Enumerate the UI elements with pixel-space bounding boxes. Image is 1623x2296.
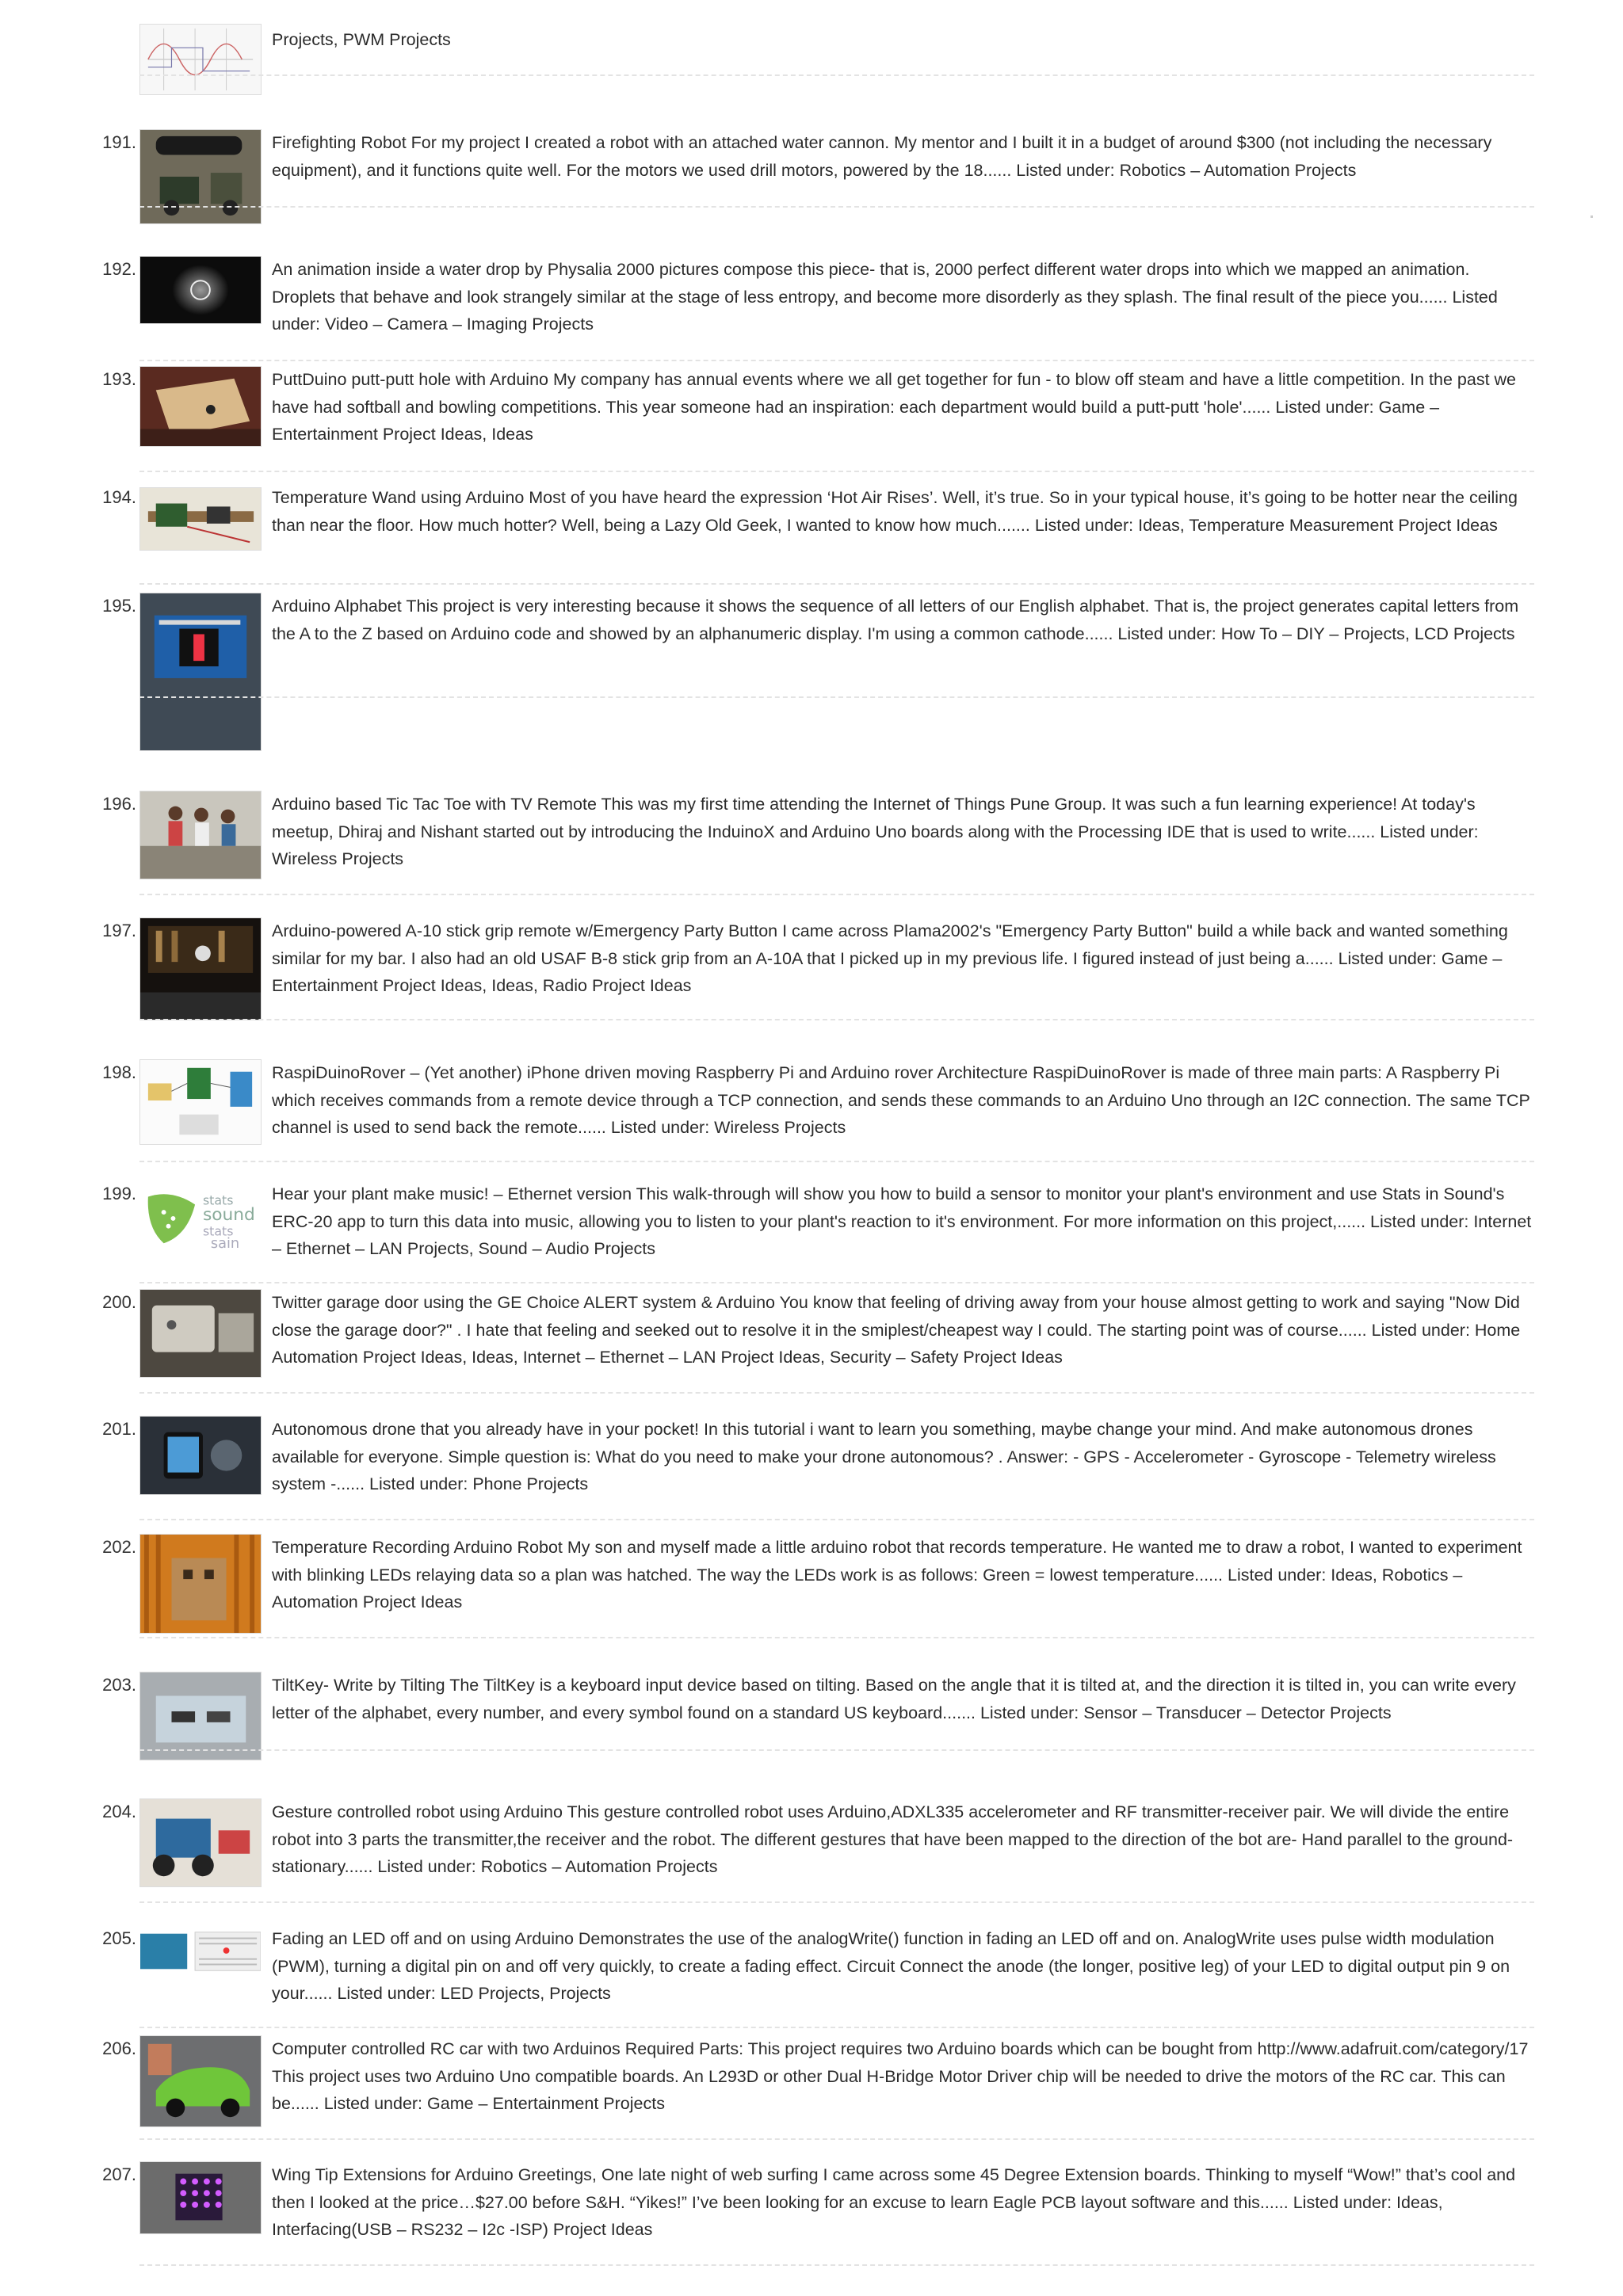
separator	[139, 696, 1534, 698]
project-thumbnail[interactable]	[139, 256, 262, 324]
project-description[interactable]: PuttDuino putt-putt hole with Arduino My company has annual events where we all get together for fun - to blow off steam and have a little competition. In the past we have had softball and bowling competitions. This year someone had an inspiration: each department would build a putt-putt 'hole'...... Listed under: Game – Entertainment Project Ideas, Ideas	[272, 370, 1517, 444]
scroll-mark	[1591, 215, 1593, 218]
project-description[interactable]: Hear your plant make music! – Ethernet version This walk-through will show you how to build a sensor to monitor your plant's environment and use Stats in Sound's ERC-20 app to turn this data into music, allowing you to listen to your plant's reaction to it's environment. For more information on this project,...... Listed under: Internet – Ethernet – LAN Projects, Sound – Audio Projects	[272, 1184, 1532, 1258]
project-thumbnail[interactable]	[139, 1798, 262, 1887]
item-number: 193.	[102, 369, 136, 389]
project-thumbnail[interactable]	[139, 1059, 262, 1145]
item-number: 195.	[102, 596, 136, 616]
project-description[interactable]: Twitter garage door using the GE Choice ALERT system & Arduino You know that feeling of driving away from your house almost getting to work and saying "Now Did close the garage door?" . I hate that feeling and seeked out to resolve it in the smiplest/cheapest way I could. The starting point was of course...... Listed under: Home Automation Project Ideas, Ideas, Internet – Ethernet – LAN Project Ideas, Security – Safety Project Ideas	[272, 1293, 1521, 1367]
project-thumbnail[interactable]	[139, 129, 262, 224]
project-description[interactable]: RaspiDuinoRover – (Yet another) iPhone driven moving Raspberry Pi and Arduino rover Architecture RaspiDuinoRover is made of three main parts: A Raspberry Pi which receives commands from a remote device through a TCP connection, and sends these commands to an Arduino Uno through an I2C connection. The same TCP channel is used to send back the remote...... Listed under: Wireless Projects	[272, 1063, 1530, 1137]
separator	[139, 2138, 1534, 2140]
project-description[interactable]: Autonomous drone that you already have in your pocket! In this tutorial i want to learn you something, maybe change your mind. And make autonomous drones available for everyone. Simple question is: What do you need to make your drone autonomous? . Answer: - GPS - Accelerometer - Gyroscope - Telemetry wireless system -...... Listed under: Phone Projects	[272, 1420, 1496, 1493]
separator	[139, 583, 1534, 585]
project-description[interactable]: Gesture controlled robot using Arduino This gesture controlled robot uses Arduino,ADXL335 accelerometer and RF transmitter-receiver pair. We will divide the entire robot into 3 parts the transmitter,the receiver and the robot. The different gestures that have been mapped to the direction of the bot are- Hand parallel to the ground-stationary...... Listed under: Robotics – Automation Projects	[272, 1802, 1514, 1876]
separator	[139, 1519, 1534, 1520]
project-thumbnail[interactable]	[139, 487, 262, 551]
item-number: 206.	[102, 2039, 136, 2058]
project-thumbnail[interactable]	[139, 1180, 262, 1252]
project-thumbnail[interactable]	[139, 791, 262, 879]
project-thumbnail[interactable]	[139, 917, 262, 1020]
svg-text:sound: sound	[202, 1204, 255, 1225]
separator	[139, 1282, 1534, 1283]
project-description[interactable]: Fading an LED off and on using Arduino Demonstrates the use of the analogWrite() function in fading an LED off and on. AnalogWrite uses pulse width modulation (PWM), turning a digital pin on and off very quickly, to create a fading effect. Circuit Connect the anode (the longer, positive leg) of your LED to digital output pin 9 on your...... Listed under: LED Projects, Projects	[272, 1929, 1510, 2003]
separator	[139, 894, 1534, 895]
project-thumbnail[interactable]	[139, 366, 262, 447]
separator	[139, 1749, 1534, 1751]
project-description[interactable]: Arduino based Tic Tac Toe with TV Remote This was my first time attending the Internet of Things Pune Group. It was such a fun learning experience! At today's meetup, Dhiraj and Nishant started out by introducing the InduinoX and Arduino Uno boards along with the Processing IDE that is used to write...... Listed under: Wireless Projects	[272, 795, 1479, 868]
project-thumbnail[interactable]	[139, 593, 262, 751]
item-number: 204.	[102, 1802, 136, 1821]
item-number: 200.	[102, 1292, 136, 1312]
item-number: 201.	[102, 1419, 136, 1439]
project-thumbnail[interactable]	[139, 2035, 262, 2127]
project-description[interactable]: Wing Tip Extensions for Arduino Greetings, One late night of web surfing I came across some 45 Degree Extension boards. Thinking to myself “Wow!” that’s cool and then I looked at the price…$27.00 before S&H. “Yikes!” I’ve been looking for an excuse to learn Eagle PCB layout software and this...... Listed under: Ideas, Interfacing(USB – RS232 – I2c -ISP) Project Ideas	[272, 2165, 1516, 2239]
separator	[139, 1392, 1534, 1394]
project-description[interactable]: Computer controlled RC car with two Arduinos Required Parts: This project requires two Arduino boards which can be bought from http://www.adafruit.com/category/17 This project uses two Arduino Uno compatible boards. An L293D or other Dual H-Bridge Motor Driver chip will be needed to drive the motors of the RC car. This can be...... Listed under: Game – Entertainment Projects	[272, 2039, 1529, 2113]
project-thumbnail[interactable]	[139, 24, 262, 95]
project-thumbnail[interactable]	[139, 2161, 262, 2234]
item-number: 198.	[102, 1062, 136, 1082]
project-description[interactable]: Temperature Recording Arduino Robot My son and myself made a little arduino robot that records temperature. He wanted me to draw a robot, I wanted to experiment with blinking LEDs relaying data so a plan was hatched. The way the LEDs work is as follows: Green = lowest temperature...... Listed under: Ideas, Robotics – Automation Project Ideas	[272, 1538, 1522, 1611]
item-number: 202.	[102, 1537, 136, 1557]
item-number: 199.	[102, 1184, 136, 1203]
item-number: 196.	[102, 794, 136, 814]
project-description[interactable]: Firefighting Robot For my project I created a robot with an attached water cannon. My mentor and I built it in a budget of around $300 (not including the necessary equipment), and it functions quite well. For the motors we used drill motors, powered by the 18...... Listed under: Robotics – Automation Projects	[272, 133, 1492, 180]
project-description[interactable]: An animation inside a water drop by Physalia 2000 pictures compose this piece- that is, 2000 perfect different water drops into which we mapped an animation. Droplets that behave and look strangely similar at the stage of less entropy, and become more disorderly as they splash. The final result of the piece you...... Listed under: Video – Camera – Imaging Projects	[272, 260, 1498, 334]
item-number: 194.	[102, 487, 136, 507]
item-number: 192.	[102, 259, 136, 279]
project-description[interactable]: Projects, PWM Projects	[272, 30, 451, 49]
svg-text:stats: stats	[202, 1192, 234, 1208]
project-thumbnail[interactable]	[139, 1672, 262, 1760]
item-number: 203.	[102, 1675, 136, 1695]
separator	[139, 1019, 1534, 1020]
separator	[139, 74, 1534, 76]
separator	[139, 2027, 1534, 2028]
item-number: 191.	[102, 132, 136, 152]
separator	[139, 1901, 1534, 1903]
project-thumbnail[interactable]	[139, 1289, 262, 1378]
project-thumbnail[interactable]	[139, 1534, 262, 1634]
project-description[interactable]: Arduino-powered A-10 stick grip remote w/Emergency Party Button I came across Plama2002's "Emergency Party Button" build a while back and wanted something similar for my bar. I also had an old USAF B-8 stick grip from an A-10A that I picked up in my previous life. I figured instead of just being a...... Listed under: Game – Entertainment Project Ideas, Ideas, Radio Project Ideas	[272, 921, 1508, 995]
svg-text:sain: sain	[210, 1236, 240, 1251]
project-description[interactable]: Temperature Wand using Arduino Most of you have heard the expression ‘Hot Air Rises’. Well, it’s true. So in your typical house, it’s going to be hotter near the ceiling than near the floor. How much hotter? Well, being a Lazy Old Geek, I wanted to know how much....... Listed under: Ideas, Temperature Measurement Project Ideas	[272, 488, 1518, 535]
separator	[139, 360, 1534, 361]
separator	[139, 1161, 1534, 1162]
project-thumbnail[interactable]	[139, 1416, 262, 1495]
separator	[139, 206, 1534, 208]
project-description[interactable]: Arduino Alphabet This project is very interesting because it shows the sequence of all letters of our English alphabet. That is, the project generates capital letters from the A to the Z based on Arduino code and showed by an alphanumeric display. I'm using a common cathode...... Listed under: How To – DIY – Projects, LCD Projects	[272, 597, 1519, 643]
item-number: 207.	[102, 2164, 136, 2184]
project-description[interactable]: TiltKey- Write by Tilting The TiltKey is a keyboard input device based on tilting. Based on the angle that it is tilted at, and the direction it is tilted in, you can write every letter of the alphabet, every number, and every symbol found on a standard US keyboard....... Listed under: Sensor – Transducer – Detector Projects	[272, 1676, 1516, 1722]
item-number: 205.	[102, 1928, 136, 1948]
svg-text:stats: stats	[202, 1223, 234, 1239]
separator	[139, 2264, 1534, 2266]
separator	[139, 1637, 1534, 1638]
item-number: 197.	[102, 921, 136, 940]
separator	[139, 471, 1534, 472]
project-thumbnail[interactable]	[139, 1925, 262, 1978]
